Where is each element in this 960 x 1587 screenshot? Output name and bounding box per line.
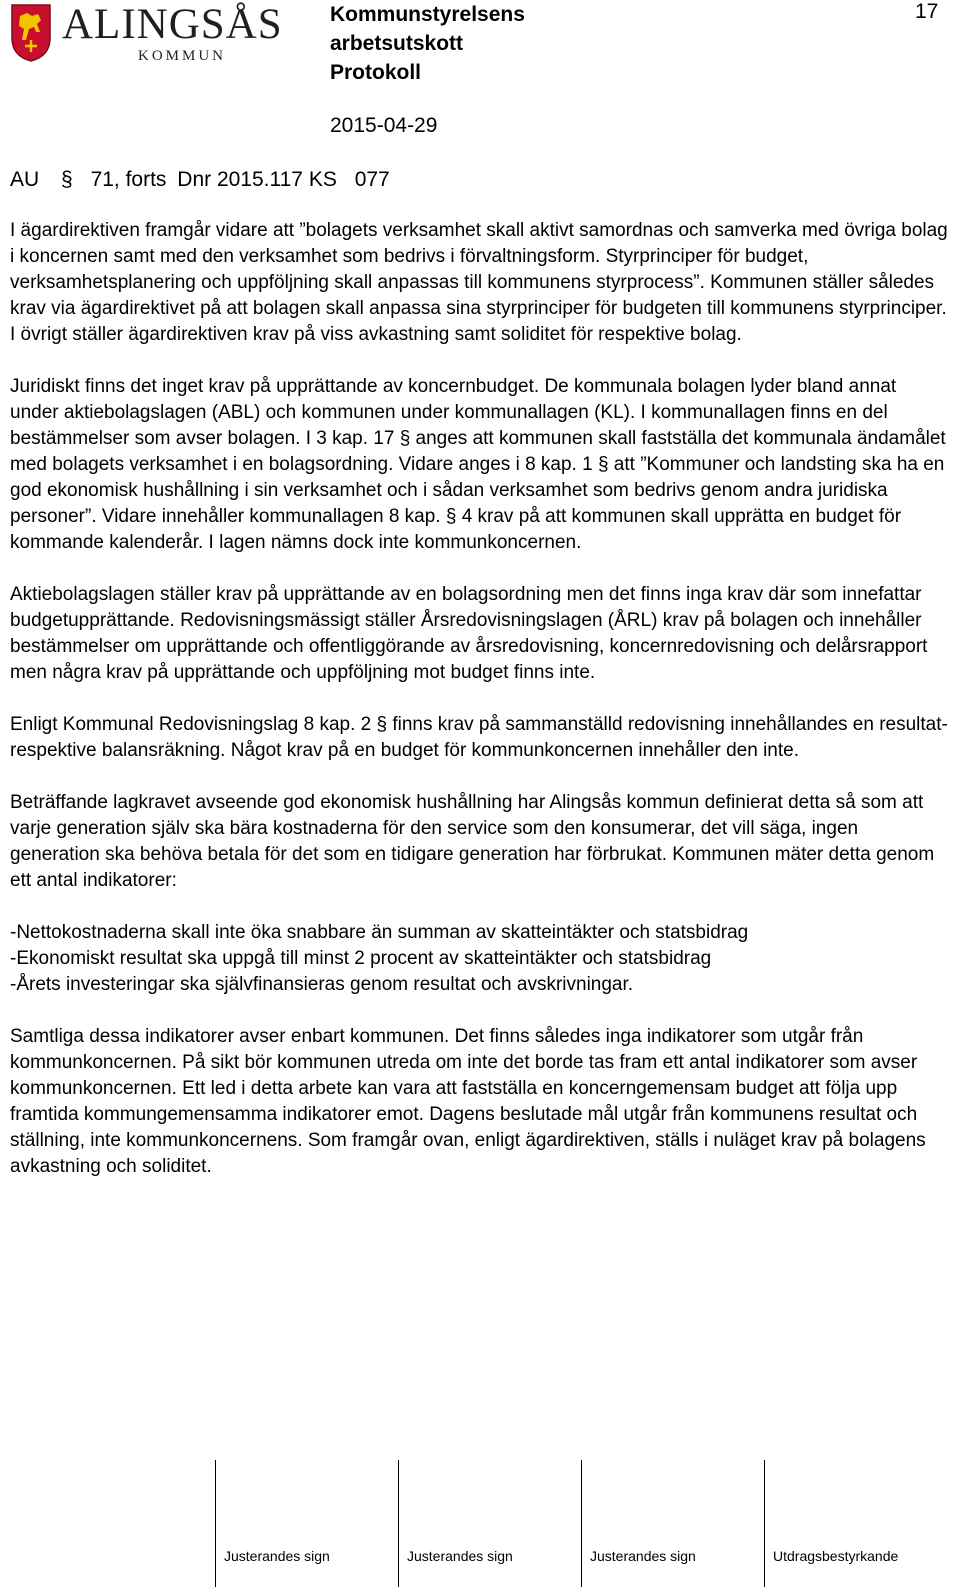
- page-number: 17: [915, 0, 939, 23]
- paragraph: I ägardirektiven framgår vidare att ”bolagets verksamhet skall aktivt samordnas och samverka med övriga bolag i koncernen samt med den verksamhet som bedrivs i förvaltningsform. Styrprinciper för budget, verksamhetsplanering och uppföljning skall anpassas till kommunens styrprocess”. Kommunen ställer således krav via ägardirektivet på att bolagen skall anpassa sina styrprinciper för budgeten till kommunens styrprinciper. I övrigt ställer ägardirektiven krav på viss avkastning samt soliditet för respektive bolag.: [10, 220, 948, 345]
- indicator-item: -Årets investeringar ska självfinansieras genom resultat och avskrivningar.: [10, 974, 634, 995]
- municipality-logo: [10, 2, 300, 66]
- signature-divider: [398, 1460, 399, 1587]
- certification-label: Utdragsbestyrkande: [773, 1548, 899, 1564]
- signature-divider: [764, 1460, 765, 1587]
- paragraph: Enligt Kommunal Redovisningslag 8 kap. 2 § finns krav på sammanställd redovisning innehållandes en resultat- respektive balansräkning. Något krav på en budget för kommunkoncernen innehåller den inte.: [10, 714, 948, 761]
- title-line: arbetsutskott: [330, 32, 464, 55]
- meeting-date: 2015-04-29: [330, 114, 438, 137]
- protocol-title: [330, 0, 525, 87]
- signature-footer: [0, 1460, 960, 1587]
- paragraph: Samtliga dessa indikatorer avser enbart kommunen. Det finns således inga indikatorer som utgår från kommunkoncernen. På sikt bör kommunen utreda om inte det borde tas fram ett antal indikatorer som avser kommunkoncernen. Ett led i detta arbete kan vara att fastställa en koncerngemensam budget att följa upp framtida kommungemensamma indikatorer emot. Dagens beslutade mål utgår från kommunens resultat och ställning, inte kommunkoncernens. Som framgår ovan, enligt ägardirektiven, ställs i nuläget krav på bolagens avkastning och soliditet.: [10, 1026, 926, 1177]
- case-number: 71, forts: [90, 168, 167, 191]
- case-dnr: Dnr 2015.117 KS: [177, 168, 337, 191]
- indicator-item: -Ekonomiskt resultat ska uppgå till minst 2 procent av skatteintäkter och statsbidrag: [10, 948, 712, 969]
- case-code: 077: [354, 168, 390, 191]
- crest-icon: [10, 2, 52, 62]
- title-line: Kommunstyrelsens: [330, 3, 525, 26]
- paragraph: Beträffande lagkravet avseende god ekonomisk hushållning har Alingsås kommun definierat detta så som att varje generation själv ska bära kostnaderna för den service som den konsumerar, det vill säga, ingen generation ska behöva betala för det som en tidigare generation har förbrukat. Kommunen mäter detta genom ett antal indikatorer:: [10, 792, 935, 891]
- indicator-item: -Nettokostnaderna skall inte öka snabbare än summan av skatteintäkter och statsbidrag: [10, 922, 749, 943]
- logo-subtitle: KOMMUN: [138, 48, 227, 64]
- paragraph: Aktiebolagslagen ställer krav på upprättande av en bolagsordning men det finns inga krav där som innefattar budgetupprättande. Redovisningsmässigt ställer Årsredovisningslagen (ÅRL) krav på bolagen och innehåller bestämmelser om upprättande och offentliggörande av årsredovisning, koncernredovisning och delårsrapport men några krav på upprättande och uppföljning mot budget finns inte.: [10, 584, 928, 683]
- case-reference: [10, 168, 390, 192]
- signature-label: Justerandes sign: [407, 1548, 513, 1564]
- paragraph: Juridiskt finns det inget krav på upprättande av koncernbudget. De kommunala bolagen lyder bland annat under aktiebolagslagen (ABL) och kommunen under kommunallagen (KL). I kommunallagen finns en del bestämmelser som avser bolagen. I 3 kap. 17 § anges att kommunen skall fastställa det kommunala ändamålet med bolagets verksamhet i en bolagsordning. Vidare anges i 8 kap. 1 § att ”Kommuner och landsting ska ha en god ekonomisk hushållning i sin verksamhet och i sådan verksamhet som bedrivs genom andra juridiska personer”. Vidare innehåller kommunallagen 8 kap. § 4 krav på att kommunen skall upprätta en budget för kommande kalenderår. I lagen nämns dock inte kommunkoncernen.: [10, 376, 946, 553]
- protocol-body: [10, 218, 950, 1206]
- title-line: Protokoll: [330, 61, 422, 84]
- logo-wordmark: ALINGSÅS: [62, 1, 283, 48]
- signature-divider: [581, 1460, 582, 1587]
- signature-label: Justerandes sign: [590, 1548, 696, 1564]
- case-prefix: AU: [10, 168, 40, 191]
- signature-divider: [215, 1460, 216, 1587]
- section-sign: §: [61, 168, 73, 191]
- signature-label: Justerandes sign: [224, 1548, 330, 1564]
